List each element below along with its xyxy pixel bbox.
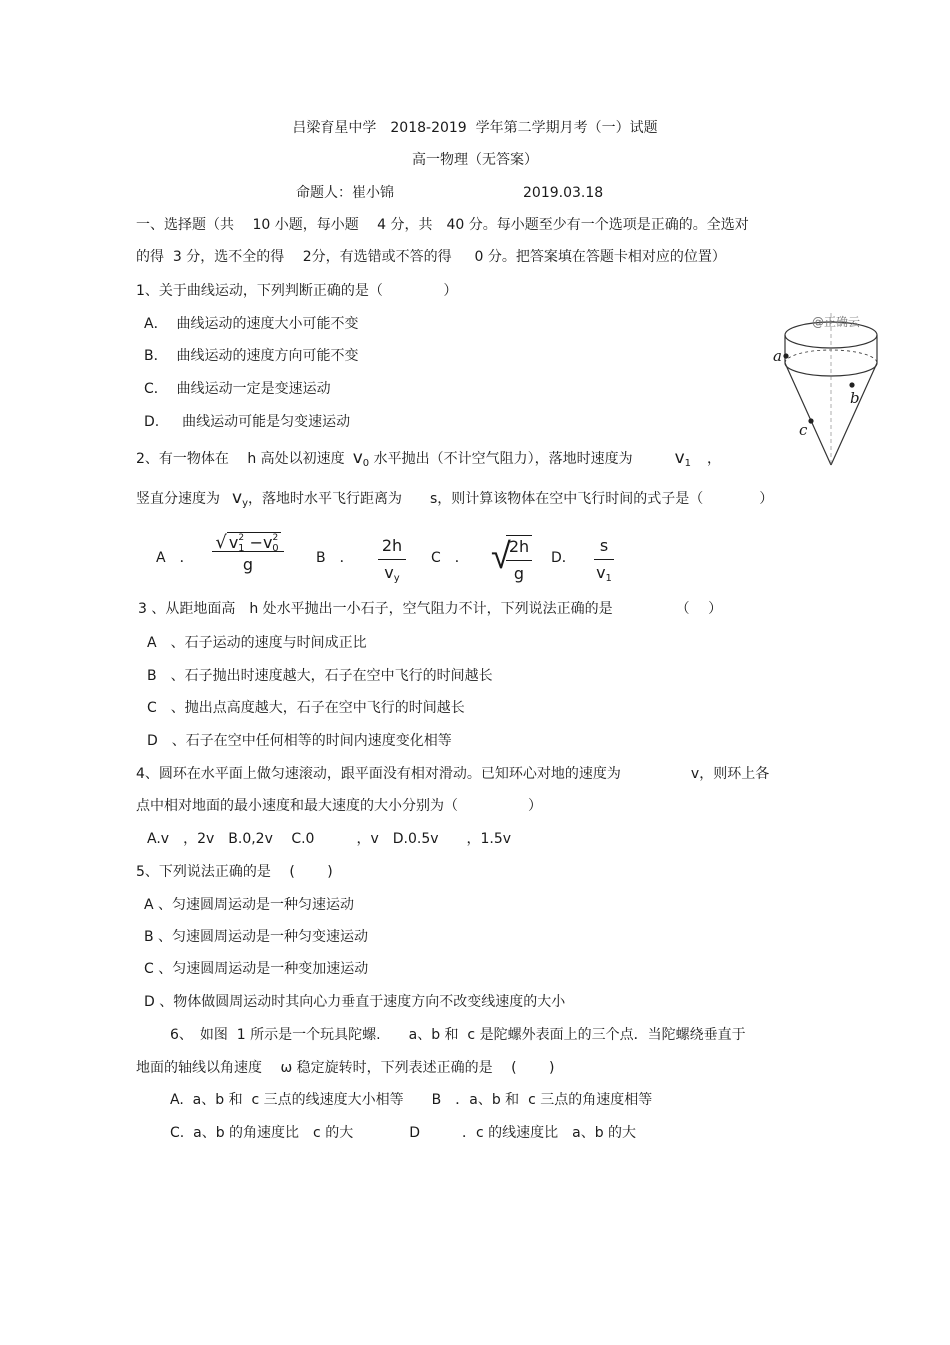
q5-option-d: D 、物体做圆周运动时其向心力垂直于速度方向不改变线速度的大小	[144, 994, 566, 1010]
q6-options-ab: A. a、b 和 c 三点的线速度大小相等 B ．a、b 和 c 三点的角速度相等	[170, 1092, 653, 1108]
q3-option-d: D 、石子在空中任何相等的时间内速度变化相等	[147, 733, 452, 749]
q3-option-a: A 、石子运动的速度与时间成正比	[147, 635, 367, 651]
point-c-marker	[808, 418, 813, 423]
q4-stem-line2: 点中相对地面的最小速度和最大速度的大小分别为（ ）	[136, 798, 542, 814]
q2-stem-line2: 竖直分速度为 $v_y$，落地时水平飞行距离为 s，则计算该物体在空中飞行时间的式子是（ ）	[136, 488, 774, 509]
q4-stem-line1: 4、圆环在水平面上做匀速滚动，跟平面没有相对滑动。已知环心对地的速度为 v，则环上各	[136, 766, 770, 782]
q3-option-b: B 、石子抛出时速度越大，石子在空中飞行的时间越长	[147, 668, 493, 684]
q5-option-a: A 、匀速圆周运动是一种匀速运动	[144, 897, 355, 913]
q5-option-c: C 、匀速圆周运动是一种变加速运动	[144, 961, 369, 977]
q4-options: A.v ，2v B.0,2v C.0 ，v D.0.5v ，1.5v	[147, 831, 512, 847]
q1-stem: 1、关于曲线运动，下列判断正确的是（ ）	[136, 283, 458, 299]
q2-formula-b: 2h $v_y$	[378, 535, 406, 584]
section-instructions-line2: 的得 3 分，选不全的得 2分，有选错或不答的得 0 分。把答案填在答题卡相对应的位置）	[136, 249, 726, 265]
point-b-marker	[849, 382, 854, 387]
q2-stem-line1: 2、有一物体在 h 高处以初速度 $v_0$ 水平抛出（不计空气阻力），落地时速度为 $v_1$ ，	[136, 448, 722, 469]
figure-label-a: a	[773, 347, 782, 365]
figure-label-b: b	[850, 389, 860, 407]
q5-option-b: B 、匀速圆周运动是一种匀变速运动	[144, 929, 369, 945]
q6-stem-line2: 地面的轴线以角速度 ω 稳定旋转时，下列表述正确的是 ( )	[136, 1060, 555, 1076]
q2-formula-d: s $v_1$	[594, 535, 614, 584]
q1-option-d: D. 曲线运动可能是匀变速运动	[144, 414, 351, 430]
q1-option-c: C． 曲线运动一定是变速运动	[144, 381, 331, 397]
author-line: 命题人：崔小锦	[296, 185, 394, 201]
q1-option-a: A． 曲线运动的速度大小可能不变	[144, 316, 359, 332]
q2-option-a-label: A ．	[156, 550, 194, 566]
page-title: 吕梁育星中学 2018-2019 学年第二学期月考（一）试题	[292, 120, 658, 136]
figure-label-c: c	[799, 421, 808, 439]
q2-option-d-label: D．	[551, 550, 576, 566]
q3-stem: 3 、从距地面高 h 处水平抛出一小石子，空气阻力不计，下列说法正确的是 （ ）	[138, 601, 723, 617]
section-instructions-line1: 一、选择题（共 10 小题，每小题 4 分，共 40 分。每小题至少有一个选项是正确的。全选对	[136, 217, 749, 233]
q5-stem: 5、下列说法正确的是 ( )	[136, 864, 333, 880]
date-line: 2019.03.18	[523, 185, 604, 201]
q2-option-b-label: B ．	[316, 550, 354, 566]
page-subtitle: 高一物理（无答案）	[412, 152, 538, 168]
q2-formula-a: √ $v^2_1 -v^2_0$ g	[212, 527, 284, 576]
q6-options-cd: C. a、b 的角速度比 c 的大 D ．c 的线速度比 a、b 的大	[170, 1125, 637, 1141]
figure-watermark: @正确云	[812, 315, 861, 329]
q2-option-c-label: C ．	[431, 550, 469, 566]
q6-stem-line1: 6、 如图 1 所示是一个玩具陀螺. a、b 和 c 是陀螺外表面上的三个点．当陀螺绕垂直于	[170, 1027, 746, 1043]
q3-option-c: C 、抛出点高度越大，石子在空中飞行的时间越长	[147, 700, 465, 716]
point-a-marker	[783, 353, 788, 358]
q1-option-b: B． 曲线运动的速度方向可能不变	[144, 348, 359, 364]
q2-formula-c: 2h g	[506, 535, 532, 585]
q2-formula-c-sqrt-sign: √	[491, 536, 511, 577]
